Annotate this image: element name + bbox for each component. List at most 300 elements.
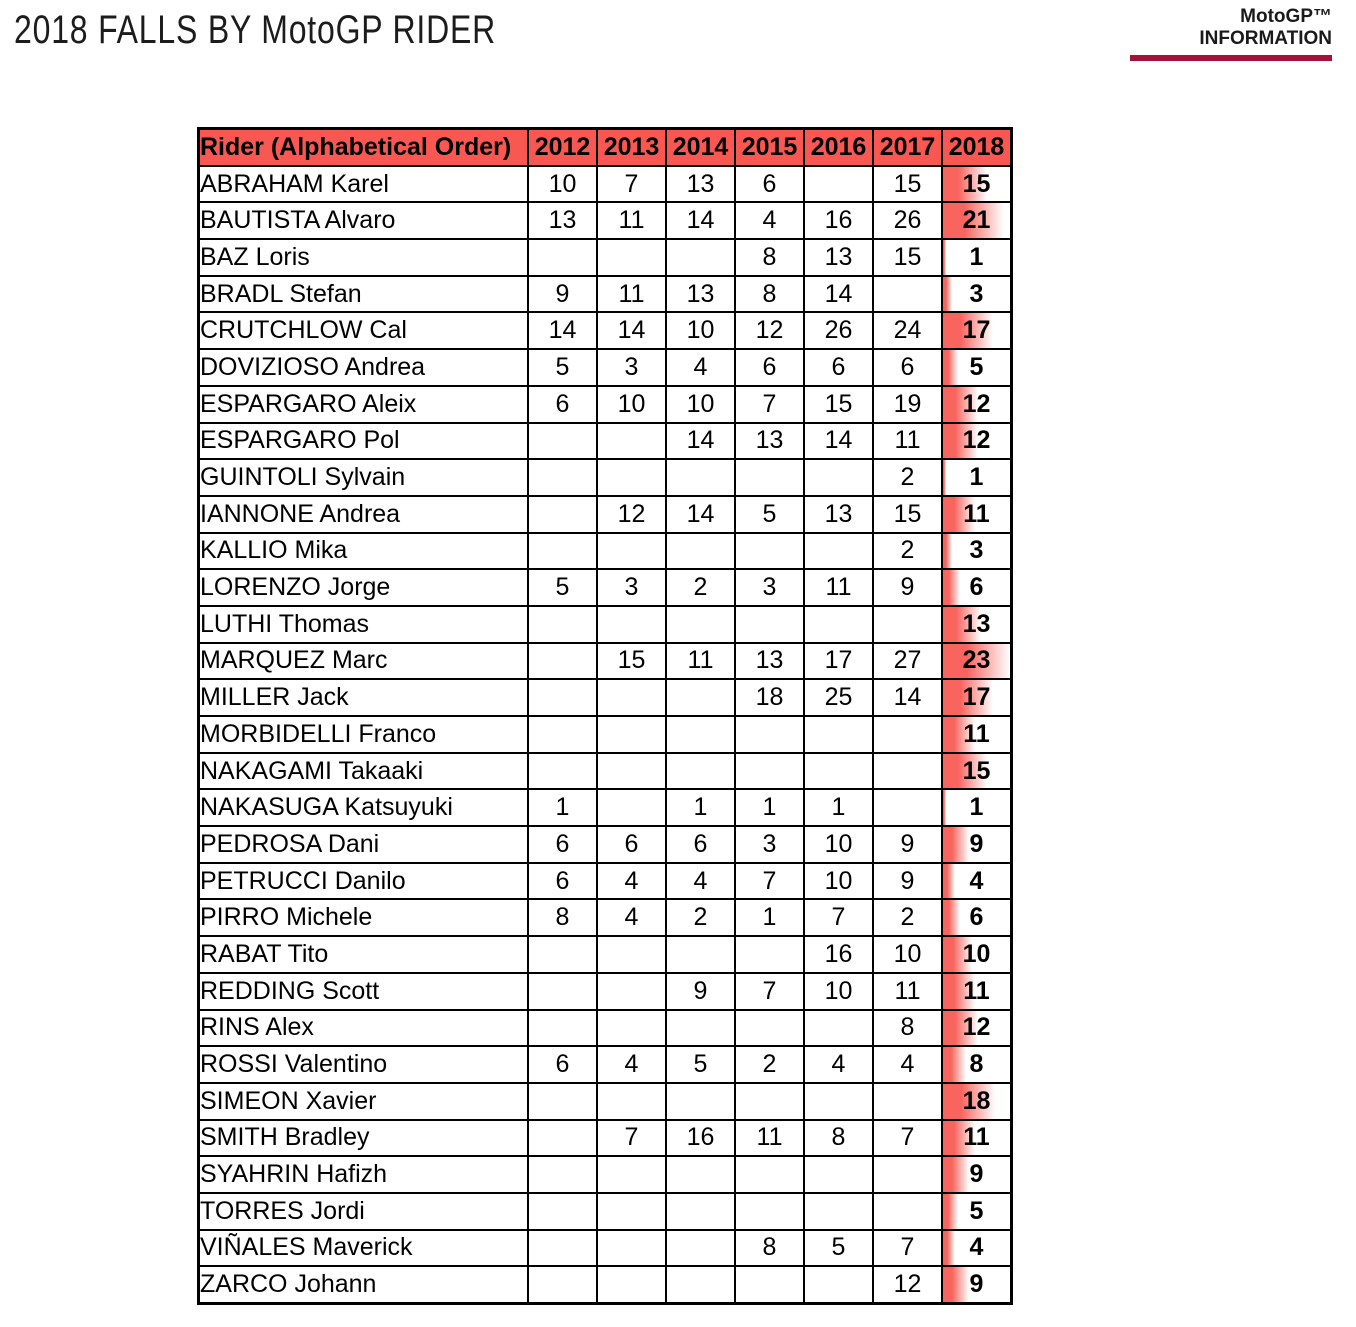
- table-row: [199, 643, 1012, 680]
- column-header-year: 2012: [528, 129, 597, 166]
- falls-2018-cell: [942, 936, 1012, 973]
- table-row: [199, 1266, 1012, 1303]
- table-row: [199, 386, 1012, 423]
- falls-2018-value: 6: [969, 903, 984, 932]
- falls-value-cell: 14: [666, 423, 735, 460]
- falls-value-cell: 10: [666, 312, 735, 349]
- falls-value-cell: [873, 606, 942, 643]
- falls-value-cell: 7: [735, 863, 804, 900]
- rider-name-cell: PEDROSA Dani: [199, 826, 529, 863]
- falls-value-cell: [666, 239, 735, 276]
- rider-name-cell: NAKASUGA Katsuyuki: [199, 789, 529, 826]
- falls-2018-value: 13: [962, 609, 991, 638]
- falls-value-cell: [735, 1010, 804, 1047]
- falls-2018-value: 9: [969, 1270, 984, 1299]
- falls-value-cell: 13: [528, 202, 597, 239]
- falls-value-cell: [735, 936, 804, 973]
- falls-2018-cell: [942, 716, 1012, 753]
- falls-value-cell: [528, 1193, 597, 1230]
- falls-value-cell: 6: [735, 349, 804, 386]
- data-bar: [943, 534, 952, 569]
- falls-value-cell: [528, 1156, 597, 1193]
- falls-value-cell: 11: [666, 643, 735, 680]
- falls-value-cell: 13: [804, 239, 873, 276]
- falls-value-cell: 13: [666, 166, 735, 203]
- falls-value-cell: [597, 1266, 666, 1303]
- data-bar: [943, 240, 946, 275]
- table-row: [199, 569, 1012, 606]
- falls-value-cell: [804, 533, 873, 570]
- falls-value-cell: 4: [804, 1046, 873, 1083]
- table-row: [199, 1193, 1012, 1230]
- falls-value-cell: 11: [597, 276, 666, 313]
- falls-2018-value: 17: [962, 316, 991, 345]
- falls-2018-value: 9: [969, 1160, 984, 1189]
- falls-value-cell: [873, 716, 942, 753]
- falls-value-cell: 6: [735, 166, 804, 203]
- falls-value-cell: 7: [873, 1120, 942, 1157]
- falls-2018-value: 18: [962, 1086, 991, 1115]
- falls-2018-cell: [942, 679, 1012, 716]
- falls-value-cell: [735, 1083, 804, 1120]
- falls-value-cell: 10: [873, 936, 942, 973]
- rider-name-cell: NAKAGAMI Takaaki: [199, 753, 529, 790]
- table-row: [199, 679, 1012, 716]
- rider-name-cell: ROSSI Valentino: [199, 1046, 529, 1083]
- column-header-year: 2014: [666, 129, 735, 166]
- falls-value-cell: 8: [735, 276, 804, 313]
- falls-value-cell: [597, 423, 666, 460]
- table-row: [199, 459, 1012, 496]
- table-row: [199, 202, 1012, 239]
- falls-2018-value: 6: [969, 573, 984, 602]
- falls-value-cell: 15: [804, 386, 873, 423]
- falls-value-cell: 6: [597, 826, 666, 863]
- falls-value-cell: [597, 1156, 666, 1193]
- falls-2018-value: 12: [962, 426, 991, 455]
- falls-value-cell: 6: [528, 386, 597, 423]
- falls-value-cell: 4: [597, 863, 666, 900]
- rider-name-cell: RABAT Tito: [199, 936, 529, 973]
- falls-value-cell: [804, 1010, 873, 1047]
- falls-2018-cell: [942, 276, 1012, 313]
- rider-name-cell: SIMEON Xavier: [199, 1083, 529, 1120]
- falls-value-cell: [666, 533, 735, 570]
- falls-value-cell: 1: [528, 789, 597, 826]
- falls-value-cell: 7: [804, 899, 873, 936]
- falls-value-cell: [597, 1193, 666, 1230]
- falls-value-cell: [735, 1156, 804, 1193]
- data-bar: [943, 1231, 955, 1266]
- falls-value-cell: [528, 1230, 597, 1267]
- falls-value-cell: 6: [666, 826, 735, 863]
- falls-value-cell: 4: [735, 202, 804, 239]
- falls-value-cell: [804, 716, 873, 753]
- falls-value-cell: [528, 1010, 597, 1047]
- falls-2018-value: 12: [962, 389, 991, 418]
- rider-name-cell: ESPARGARO Aleix: [199, 386, 529, 423]
- table-row: [199, 606, 1012, 643]
- falls-value-cell: 8: [804, 1120, 873, 1157]
- falls-value-cell: [666, 753, 735, 790]
- falls-value-cell: 16: [666, 1120, 735, 1157]
- falls-2018-cell: [942, 533, 1012, 570]
- falls-2018-value: 11: [963, 976, 990, 1005]
- falls-value-cell: 11: [597, 202, 666, 239]
- falls-2018-cell: [942, 606, 1012, 643]
- table-row: [199, 239, 1012, 276]
- column-header-year: 2015: [735, 129, 804, 166]
- falls-2018-cell: [942, 789, 1012, 826]
- falls-2018-cell: [942, 459, 1012, 496]
- falls-value-cell: [528, 606, 597, 643]
- falls-value-cell: 8: [873, 1010, 942, 1047]
- falls-value-cell: 6: [528, 826, 597, 863]
- falls-2018-value: 15: [962, 756, 991, 785]
- falls-value-cell: 7: [873, 1230, 942, 1267]
- falls-2018-value: 11: [963, 499, 990, 528]
- falls-2018-value: 11: [963, 1123, 990, 1152]
- falls-2018-cell: [942, 1156, 1012, 1193]
- data-bar: [943, 460, 946, 495]
- falls-value-cell: [804, 753, 873, 790]
- falls-value-cell: 17: [804, 643, 873, 680]
- falls-value-cell: 8: [735, 239, 804, 276]
- falls-value-cell: 16: [804, 936, 873, 973]
- falls-value-cell: 12: [597, 496, 666, 533]
- table-body: [199, 166, 1012, 1304]
- falls-2018-cell: [942, 899, 1012, 936]
- falls-2018-cell: [942, 423, 1012, 460]
- falls-2018-cell: [942, 1266, 1012, 1303]
- column-header-year: 2013: [597, 129, 666, 166]
- data-bar: [943, 570, 960, 605]
- falls-value-cell: 5: [735, 496, 804, 533]
- table-row: [199, 1120, 1012, 1157]
- table-row: [199, 349, 1012, 386]
- falls-value-cell: 10: [804, 973, 873, 1010]
- falls-value-cell: 14: [528, 312, 597, 349]
- falls-value-cell: 10: [528, 166, 597, 203]
- rider-name-cell: SMITH Bradley: [199, 1120, 529, 1157]
- falls-value-cell: [804, 1083, 873, 1120]
- falls-2018-value: 21: [962, 206, 991, 235]
- falls-value-cell: 5: [528, 349, 597, 386]
- falls-value-cell: [735, 753, 804, 790]
- falls-value-cell: 3: [597, 569, 666, 606]
- falls-value-cell: 11: [735, 1120, 804, 1157]
- page-title: 2018 FALLS BY MotoGP RIDER: [14, 8, 497, 52]
- falls-2018-value: 5: [969, 1196, 984, 1225]
- falls-value-cell: 4: [597, 899, 666, 936]
- falls-value-cell: [666, 606, 735, 643]
- data-bar: [943, 350, 958, 385]
- falls-value-cell: [735, 606, 804, 643]
- falls-value-cell: 14: [597, 312, 666, 349]
- falls-value-cell: [597, 1230, 666, 1267]
- table-row: [199, 312, 1012, 349]
- falls-2018-value: 1: [969, 242, 984, 271]
- rider-name-cell: ABRAHAM Karel: [199, 166, 529, 203]
- rider-name-cell: PIRRO Michele: [199, 899, 529, 936]
- rider-name-cell: BRADL Stefan: [199, 276, 529, 313]
- falls-2018-value: 4: [969, 866, 984, 895]
- data-bar: [943, 1157, 969, 1192]
- rider-name-cell: MORBIDELLI Franco: [199, 716, 529, 753]
- falls-by-rider-table: [197, 127, 1013, 1305]
- falls-value-cell: 4: [666, 863, 735, 900]
- falls-value-cell: [873, 276, 942, 313]
- table-row: [199, 533, 1012, 570]
- rider-name-cell: ESPARGARO Pol: [199, 423, 529, 460]
- falls-value-cell: 2: [873, 459, 942, 496]
- falls-2018-cell: [942, 569, 1012, 606]
- falls-value-cell: 13: [735, 643, 804, 680]
- falls-2018-cell: [942, 312, 1012, 349]
- falls-value-cell: [597, 1083, 666, 1120]
- falls-value-cell: [528, 1120, 597, 1157]
- falls-2018-cell: [942, 202, 1012, 239]
- rider-name-cell: LUTHI Thomas: [199, 606, 529, 643]
- falls-2018-cell: [942, 1193, 1012, 1230]
- falls-value-cell: 2: [873, 899, 942, 936]
- falls-value-cell: 7: [735, 386, 804, 423]
- falls-value-cell: 7: [597, 166, 666, 203]
- falls-value-cell: [528, 1083, 597, 1120]
- falls-value-cell: 9: [666, 973, 735, 1010]
- falls-2018-cell: [942, 349, 1012, 386]
- brand-information-label: INFORMATION: [1199, 28, 1332, 50]
- falls-value-cell: [528, 533, 597, 570]
- rider-name-cell: IANNONE Andrea: [199, 496, 529, 533]
- falls-value-cell: 3: [597, 349, 666, 386]
- falls-value-cell: 18: [735, 679, 804, 716]
- falls-value-cell: [528, 496, 597, 533]
- falls-value-cell: [597, 459, 666, 496]
- falls-value-cell: 8: [735, 1230, 804, 1267]
- falls-value-cell: [528, 239, 597, 276]
- falls-2018-value: 17: [962, 683, 991, 712]
- falls-value-cell: [666, 936, 735, 973]
- falls-value-cell: 9: [873, 863, 942, 900]
- table-header: [199, 129, 1012, 166]
- falls-value-cell: [804, 459, 873, 496]
- falls-2018-cell: [942, 863, 1012, 900]
- falls-2018-value: 1: [969, 463, 984, 492]
- falls-value-cell: 14: [666, 496, 735, 533]
- falls-2018-value: 4: [969, 1233, 984, 1262]
- falls-value-cell: [873, 1193, 942, 1230]
- falls-value-cell: [804, 1193, 873, 1230]
- falls-value-cell: 11: [873, 423, 942, 460]
- falls-value-cell: [666, 1266, 735, 1303]
- column-header-year: 2017: [873, 129, 942, 166]
- rider-name-cell: SYAHRIN Hafizh: [199, 1156, 529, 1193]
- falls-value-cell: [804, 1156, 873, 1193]
- column-header-year: 2016: [804, 129, 873, 166]
- falls-value-cell: [528, 679, 597, 716]
- falls-2018-value: 9: [969, 829, 984, 858]
- falls-value-cell: 26: [873, 202, 942, 239]
- falls-value-cell: [597, 679, 666, 716]
- falls-2018-value: 10: [962, 939, 991, 968]
- falls-value-cell: 1: [666, 789, 735, 826]
- falls-2018-cell: [942, 826, 1012, 863]
- falls-value-cell: [873, 1156, 942, 1193]
- falls-2018-cell: [942, 973, 1012, 1010]
- data-bar: [943, 1047, 966, 1082]
- falls-value-cell: 9: [873, 569, 942, 606]
- falls-value-cell: 14: [873, 679, 942, 716]
- table-row: [199, 753, 1012, 790]
- falls-value-cell: [597, 716, 666, 753]
- falls-value-cell: 5: [528, 569, 597, 606]
- falls-value-cell: [597, 973, 666, 1010]
- falls-value-cell: 6: [804, 349, 873, 386]
- rider-name-cell: TORRES Jordi: [199, 1193, 529, 1230]
- falls-value-cell: [528, 716, 597, 753]
- falls-value-cell: [666, 716, 735, 753]
- falls-value-cell: [735, 459, 804, 496]
- falls-value-cell: 2: [735, 1046, 804, 1083]
- falls-value-cell: [666, 679, 735, 716]
- falls-value-cell: 2: [666, 569, 735, 606]
- falls-value-cell: [735, 716, 804, 753]
- falls-value-cell: 11: [804, 569, 873, 606]
- table-row: [199, 1046, 1012, 1083]
- rider-name-cell: MARQUEZ Marc: [199, 643, 529, 680]
- falls-value-cell: 5: [804, 1230, 873, 1267]
- falls-value-cell: [804, 166, 873, 203]
- falls-value-cell: 5: [666, 1046, 735, 1083]
- table-row: [199, 826, 1012, 863]
- rider-name-cell: VIÑALES Maverick: [199, 1230, 529, 1267]
- column-header-year: 2018: [942, 129, 1012, 166]
- falls-value-cell: 1: [735, 899, 804, 936]
- rider-name-cell: KALLIO Mika: [199, 533, 529, 570]
- falls-value-cell: [528, 643, 597, 680]
- falls-2018-cell: [942, 1010, 1012, 1047]
- falls-value-cell: 10: [597, 386, 666, 423]
- rider-name-cell: PETRUCCI Danilo: [199, 863, 529, 900]
- table-row: [199, 1156, 1012, 1193]
- falls-value-cell: 10: [804, 826, 873, 863]
- falls-value-cell: [528, 459, 597, 496]
- falls-2018-value: 8: [969, 1050, 984, 1079]
- data-bar: [943, 1267, 969, 1302]
- header-row: [199, 129, 1012, 166]
- falls-value-cell: [735, 533, 804, 570]
- falls-value-cell: 10: [666, 386, 735, 423]
- falls-2018-value: 15: [962, 169, 991, 198]
- falls-value-cell: [597, 239, 666, 276]
- rider-name-cell: BAZ Loris: [199, 239, 529, 276]
- falls-value-cell: 24: [873, 312, 942, 349]
- falls-value-cell: [873, 789, 942, 826]
- table-row: [199, 899, 1012, 936]
- falls-value-cell: 26: [804, 312, 873, 349]
- falls-value-cell: [528, 423, 597, 460]
- falls-2018-value: 5: [969, 352, 984, 381]
- falls-value-cell: [597, 606, 666, 643]
- falls-value-cell: [597, 936, 666, 973]
- falls-value-cell: 25: [804, 679, 873, 716]
- falls-value-cell: 13: [666, 276, 735, 313]
- falls-2018-value: 1: [969, 793, 984, 822]
- falls-value-cell: [666, 459, 735, 496]
- falls-value-cell: 19: [873, 386, 942, 423]
- falls-value-cell: 12: [873, 1266, 942, 1303]
- falls-value-cell: 15: [873, 166, 942, 203]
- falls-value-cell: 6: [873, 349, 942, 386]
- table-row: [199, 276, 1012, 313]
- table-row: [199, 1010, 1012, 1047]
- falls-value-cell: 3: [735, 826, 804, 863]
- falls-value-cell: [666, 1083, 735, 1120]
- falls-value-cell: 2: [666, 899, 735, 936]
- table-row: [199, 1230, 1012, 1267]
- table-row: [199, 496, 1012, 533]
- falls-2018-cell: [942, 1120, 1012, 1157]
- falls-value-cell: 10: [804, 863, 873, 900]
- falls-value-cell: [528, 973, 597, 1010]
- falls-value-cell: [873, 1083, 942, 1120]
- falls-value-cell: 27: [873, 643, 942, 680]
- falls-value-cell: [804, 1266, 873, 1303]
- falls-value-cell: [804, 606, 873, 643]
- falls-value-cell: 11: [873, 973, 942, 1010]
- table-row: [199, 716, 1012, 753]
- falls-2018-value: 3: [969, 536, 984, 565]
- brand-block: [1130, 6, 1332, 61]
- data-bar: [943, 277, 952, 312]
- falls-value-cell: 15: [873, 239, 942, 276]
- falls-value-cell: [528, 1266, 597, 1303]
- table-row: [199, 973, 1012, 1010]
- falls-2018-cell: [942, 166, 1012, 203]
- data-bar: [943, 827, 969, 862]
- falls-2018-value: 12: [962, 1013, 991, 1042]
- falls-value-cell: 13: [735, 423, 804, 460]
- column-header-rider: Rider (Alphabetical Order): [199, 129, 529, 166]
- falls-value-cell: 7: [735, 973, 804, 1010]
- falls-value-cell: [528, 936, 597, 973]
- rider-name-cell: RINS Alex: [199, 1010, 529, 1047]
- falls-value-cell: 4: [666, 349, 735, 386]
- brand-motogp-label: MotoGP™: [1240, 6, 1332, 27]
- falls-2018-value: 3: [969, 279, 984, 308]
- data-bar: [943, 900, 960, 935]
- falls-value-cell: [735, 1193, 804, 1230]
- falls-value-cell: 1: [735, 789, 804, 826]
- falls-value-cell: [873, 753, 942, 790]
- falls-value-cell: 6: [528, 1046, 597, 1083]
- rider-name-cell: LORENZO Jorge: [199, 569, 529, 606]
- table-row: [199, 1083, 1012, 1120]
- falls-value-cell: 14: [666, 202, 735, 239]
- falls-2018-cell: [942, 753, 1012, 790]
- falls-2018-value: 23: [962, 646, 991, 675]
- falls-value-cell: 1: [804, 789, 873, 826]
- falls-2018-cell: [942, 386, 1012, 423]
- rider-name-cell: BAUTISTA Alvaro: [199, 202, 529, 239]
- falls-value-cell: [666, 1156, 735, 1193]
- rider-name-cell: DOVIZIOSO Andrea: [199, 349, 529, 386]
- rider-name-cell: GUINTOLI Sylvain: [199, 459, 529, 496]
- falls-value-cell: 8: [528, 899, 597, 936]
- table-row: [199, 863, 1012, 900]
- falls-value-cell: 9: [873, 826, 942, 863]
